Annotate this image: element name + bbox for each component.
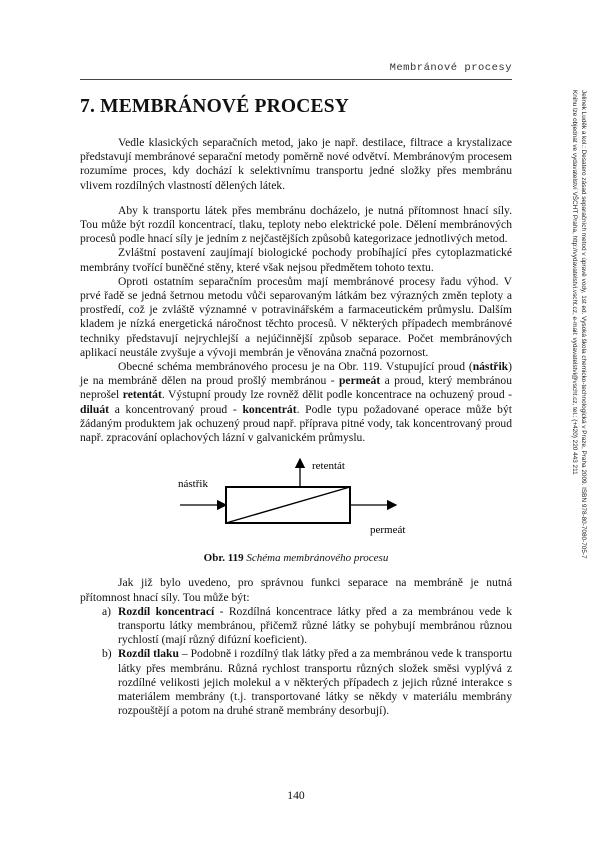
term-permeate: permeát: [338, 374, 381, 388]
paragraph-3: Zvláštní postavení zaujímají biologické pochody probíhající přes cytoplazmatické membrány tvořící buněčné stěny, které však nejsou předmětem tohoto textu.: [80, 246, 512, 274]
term-concentrate: koncentrát: [242, 402, 297, 416]
label-feed: nástřik: [178, 478, 208, 491]
page-body: [80, 136, 512, 719]
running-head: Membránové procesy: [389, 62, 512, 74]
side-note: [558, 90, 588, 730]
paragraph-6: Jak již bylo uvedeno, pro správnou funkci separace na membráně je nutná přítomnost hnací síly. Tou může být:: [80, 576, 512, 604]
membrane-process-figure: [80, 453, 512, 549]
paragraph-1: Vedle klasických separačních metod, jako je např. destilace, filtrace a krystalizace představují membránové separační metody poměrně nové odvětví. Membránovým procesem rozumíme proces, kdy dochází k selektivnímu transportu jedné složky přes membránu vlivem rozdílných vlastností dělených látek.: [80, 136, 512, 192]
page-number: 140: [287, 789, 305, 802]
driving-force-list: [80, 605, 512, 719]
figure-caption: Obr. 119 Schéma membránového procesu: [203, 552, 389, 565]
paragraph-2: Aby k transportu látek přes membránu docházelo, je nutná přítomnost hnací síly. Tou může být rozdíl koncentrací, tlaku, teploty nebo elektrické pole. Dělení membránových procesů podle hnací síly je jedním z nejčastějších způsobů kategorizace jednotlivých metod.: [80, 203, 512, 246]
header-rule: [80, 79, 512, 80]
label-retentate: retentát: [312, 460, 345, 473]
paragraph-5: Obecné schéma membránového procesu je na Obr. 119. Vstupující proud (nástřik) je na membráně dělen na proud prošlý membránou - permeát a proud, který membránou neprošel retentát. Výstupní proudy lze rovněž dělit podle koncentrace na ochuzený proud - diluát a koncentrovaný proud - koncentrát. Podle typu požadované operace může být žádaným produktem jak ochuzený proud např. příprava pitné vody, tak koncentrovaný proud např. zpracování oplachových lázní v galvanickém průmyslu.: [80, 360, 512, 445]
chapter-title: 7. MEMBRÁNOVÉ PROCESY: [80, 96, 350, 117]
term-feed: nástřik: [472, 360, 509, 374]
side-note-line-2: Knihu lze objednat ve vydavatelství VŠCHT Praha, http://vydavatelstvi.vscht.cz, e-mail: vydavatelstvi@vscht.cz, tel.: (+420) 220 443 211: [571, 90, 578, 475]
side-note-line-1: Jelinek Luděk a kol.: Desatero zásad separačních metod v úpravě vody, 1st ed. Vysoká škola chemicko-technologická v Praze, Praha 2009. ISBN 978-80-7080-705-7: [580, 90, 587, 559]
list-item: b) Rozdíl tlaku – Podobně i rozdílný tlak látky před a za membránou vede k transportu látky přes membránu. Různá rychlost transportu různých složek směsi vyplývá z rozdílné velikosti jejich molekul a v některých případech z jejich různé interakce s materiálem membrány (t.j. transportované látky se někdy v materiálu membrány rozpouštějí a potom na druhé straně membrány desorbují).: [102, 647, 512, 718]
term-diluate: diluát: [80, 402, 109, 416]
paragraph-4: Oproti ostatním separačním procesům mají membránové procesy řadu výhod. V prvé řadě se jedná šetrnou metodu vůči separovaným látkám bez výrazných změn teploty a prostředí, což je zvláště významné v potravinářském a farmaceutickém průmyslu. Dalším kladem je nízká energetická náročnost těchto procesů. V některých případech membránové techniky představují nejrychlejší a nejúčinnější způsob separace. Počet membránových aplikací neustále zvyšuje a vývoji membrán je věnována značná pozornost.: [80, 274, 512, 359]
term-retentate: retentát: [122, 388, 162, 402]
label-permeate: permeát: [370, 524, 406, 537]
list-item: a) Rozdíl koncentrací - Rozdílná koncentrace látky před a za membránou vede k transportu látky membránou, přičemž různé látky se pohybují membránou různou rychlostí (mají různý difúzní koeficient).: [102, 604, 512, 647]
membrane-diagram: [80, 453, 512, 549]
